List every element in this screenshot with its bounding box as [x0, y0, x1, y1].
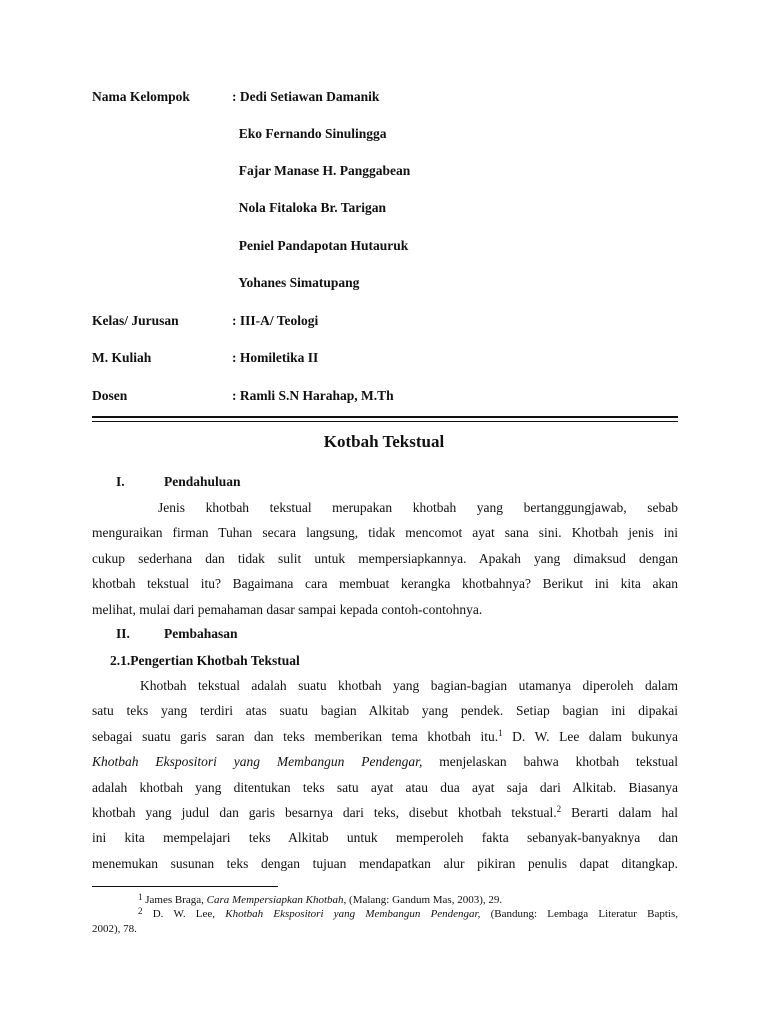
header-rule-thick	[92, 416, 678, 418]
section-1-title: Pendahuluan	[164, 474, 241, 489]
footnote-1	[92, 893, 678, 908]
footnote-number: 1	[138, 892, 143, 902]
paragraph-line: Jenis khotbah tekstual merupakan khotbah yang bertanggungjawab, sebab	[158, 500, 678, 515]
meta-value: : Homiletika II	[232, 350, 319, 365]
paragraph-line	[92, 800, 678, 825]
document-title: Kotbah Tekstual	[323, 432, 445, 451]
subsection-2-1-heading: 2.1.Pengertian Khotbah Tekstual	[110, 653, 300, 668]
section-1-number: I.	[116, 474, 125, 489]
line-text: Berarti dalam hal	[561, 804, 678, 820]
footnote-book-title: Khotbah Ekspositori yang Membangun Pendengar,	[225, 908, 481, 920]
section-2-title: Pembahasan	[164, 626, 238, 641]
meta-value: Peniel Pandapotan Hutauruk	[232, 238, 409, 253]
section-2-number: II.	[116, 626, 130, 641]
footnote-text: D. W. Lee,	[142, 908, 226, 920]
footnote-text: (Bandung: Lembaga Literatur Baptis,	[480, 908, 678, 920]
paragraph-line: ini kita mempelajari teks Alkitab untuk memperoleh fakta sebanyak-banyaknya dan	[92, 830, 678, 846]
meta-value: Yohanes Simatupang	[232, 275, 360, 290]
paragraph-line: khotbah tekstual itu? Bagaimana cara membuat kerangka khotbahnya? Berikut ini kita akan	[92, 576, 678, 592]
body-paragraph	[92, 673, 678, 876]
meta-value: Nola Fitaloka Br. Tarigan	[232, 200, 387, 215]
meta-value: Fajar Manase H. Panggabean	[232, 163, 411, 178]
meta-value: : Dedi Setiawan Damanik	[232, 89, 380, 104]
paragraph-line: Khotbah tekstual adalah suatu khotbah yang bagian-bagian utamanya diperoleh dalam	[140, 678, 678, 693]
intro-paragraph	[92, 495, 678, 622]
footnote-text: James Braga,	[142, 894, 207, 906]
paragraph-line: menemukan susunan teks dengan tujuan mendapatkan alur pikiran penulis dapat ditangkap.	[92, 855, 678, 871]
paragraph-line: satu teks yang terdiri atas suatu bagian Alkitab yang pendek. Setiap bagian ini dipakai	[92, 703, 678, 719]
meta-label: M. Kuliah	[92, 350, 152, 365]
line-text: menjelaskan bahwa khotbah tekstual	[422, 754, 678, 770]
line-text: sebagai suatu garis saran dan teks memberikan tema khotbah itu.	[92, 728, 499, 744]
footnote-number: 2	[138, 906, 143, 916]
footnote-ref-2: 2	[556, 803, 562, 814]
meta-label: Dosen	[92, 388, 128, 403]
meta-label: Kelas/ Jurusan	[92, 313, 179, 328]
paragraph-line: cukup sederhana dan tidak sulit untuk mempersiapkannya. Apakah yang dimaksud dengan	[92, 550, 678, 566]
meta-value: Eko Fernando Sinulingga	[232, 126, 387, 141]
footnote-line	[92, 907, 678, 922]
line-text: khotbah yang judul dan garis besarnya dari teks, disebut khotbah tekstual.	[92, 804, 557, 820]
paragraph-line	[92, 749, 678, 774]
footnote-separator	[92, 886, 278, 887]
book-title: Khotbah Ekspositori yang Membangun Pendengar,	[92, 754, 423, 770]
paragraph-line	[92, 724, 678, 749]
paragraph-line: menguraikan firman Tuhan secara langsung, tidak mencomot ayat sana sini. Khotbah jenis ini	[92, 525, 678, 541]
footnote-text: (Malang: Gandum Mas, 2003), 29.	[346, 894, 503, 906]
paragraph-line: adalah khotbah yang ditentukan teks satu ayat atau dua ayat saja dari Alkitab. Biasanya	[92, 779, 678, 795]
footnote-line: 2002), 78.	[92, 923, 137, 935]
line-text: D. W. Lee dalam bukunya	[502, 728, 678, 744]
paragraph-line: melihat, mulai dari pemahaman dasar sampai kepada contoh-contohnya.	[92, 601, 483, 617]
header-rule-thin	[92, 421, 678, 422]
meta-value: : III-A/ Teologi	[232, 313, 319, 328]
footnote-2	[92, 907, 678, 937]
meta-label: Nama Kelompok	[92, 89, 190, 104]
footnote-book-title: Cara Mempersiapkan Khotbah,	[206, 894, 347, 906]
meta-value: : Ramli S.N Harahap, M.Th	[232, 388, 394, 403]
footnote-ref-1: 1	[498, 727, 503, 738]
